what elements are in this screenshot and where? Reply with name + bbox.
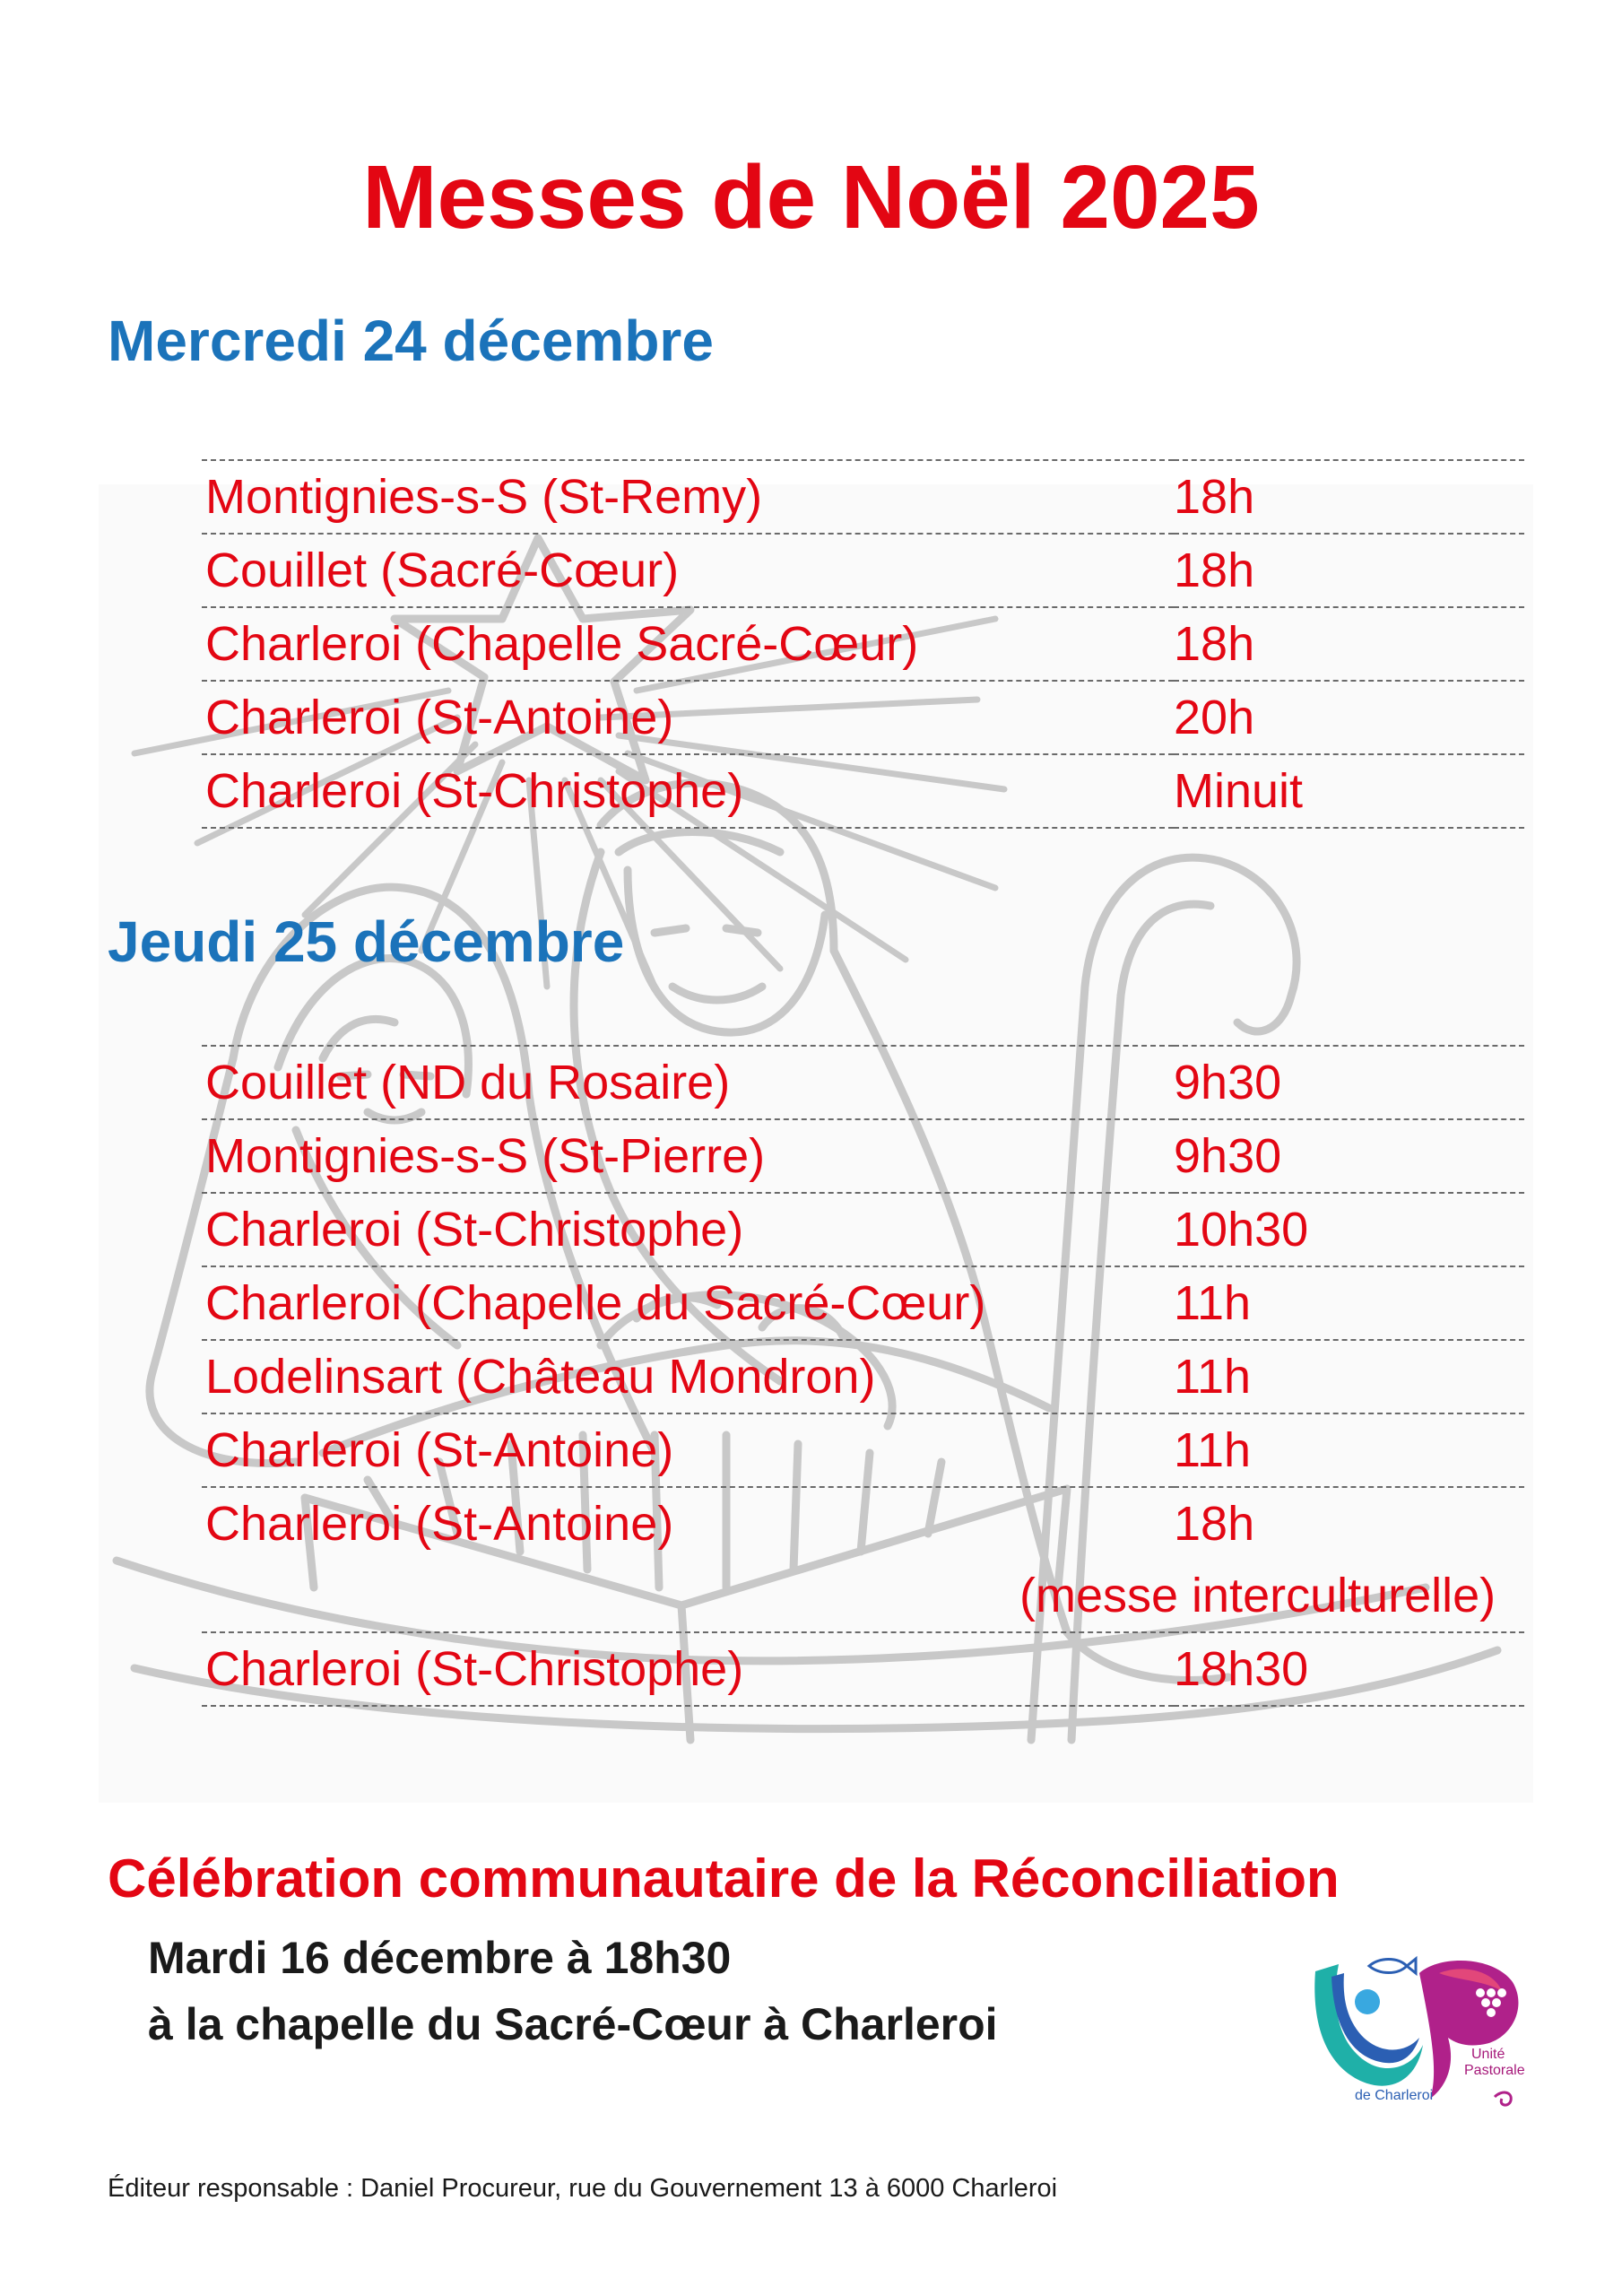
mass-place: Charleroi (Chapelle Sacré-Cœur)	[205, 617, 919, 671]
table-row	[202, 1340, 1524, 1413]
page-title: Messes de Noël 2025	[362, 147, 1260, 248]
mass-time: 9h30	[1174, 1056, 1282, 1109]
table-row	[202, 1193, 1524, 1266]
table-row	[202, 1413, 1524, 1487]
mass-place: Charleroi (Chapelle du Sacré-Cœur)	[205, 1276, 986, 1330]
mass-time-cell	[1019, 1487, 1524, 1632]
mass-time: 9h30	[1174, 1129, 1282, 1183]
mass-time: Minuit	[1174, 764, 1304, 818]
mass-time: 11h	[1174, 1423, 1252, 1477]
day-heading-25: Jeudi 25 décembre	[108, 909, 625, 974]
table-row	[202, 754, 1524, 828]
table-row	[202, 681, 1524, 754]
mass-place: Couillet (Sacré-Cœur)	[205, 544, 680, 597]
mass-place: Charleroi (St-Christophe)	[205, 764, 744, 818]
mass-place: Charleroi (St-Christophe)	[205, 1203, 744, 1257]
mass-time: 18h	[1174, 1497, 1255, 1551]
mass-schedule-25	[202, 1045, 1524, 1707]
day-heading-24: Mercredi 24 décembre	[108, 309, 714, 373]
mass-place: Couillet (ND du Rosaire)	[205, 1056, 731, 1109]
mass-schedule-24	[202, 459, 1524, 829]
pastoral-unit-logo	[1305, 1937, 1547, 2117]
mass-time: 20h	[1174, 691, 1255, 744]
table-row	[202, 1487, 1524, 1632]
mass-time: 10h30	[1174, 1203, 1309, 1257]
table-row	[202, 534, 1524, 607]
table-row	[202, 1632, 1524, 1706]
mass-place: Lodelinsart (Château Mondron)	[205, 1350, 876, 1404]
mass-time: 18h	[1174, 544, 1255, 597]
mass-place: Charleroi (St-Christophe)	[205, 1642, 744, 1696]
reconciliation-heading: Célébration communautaire de la Réconciliation	[108, 1848, 1340, 1909]
mass-place: Charleroi (St-Antoine)	[205, 691, 674, 744]
mass-time: 18h30	[1174, 1642, 1309, 1696]
table-row	[202, 1046, 1524, 1119]
mass-place: Charleroi (St-Antoine)	[205, 1423, 674, 1477]
publisher-footer: Éditeur responsable : Daniel Procureur, rue du Gouvernement 13 à 6000 Charleroi	[108, 2174, 1058, 2203]
logo-text-pastorale: Pastorale	[1464, 2063, 1525, 2078]
mass-time: 11h	[1174, 1350, 1252, 1404]
table-row	[202, 460, 1524, 534]
mass-time: 18h	[1174, 470, 1255, 524]
mass-note: (messe interculturelle)	[1019, 1569, 1496, 1622]
mass-place: Charleroi (St-Antoine)	[205, 1497, 674, 1551]
table-row	[202, 607, 1524, 681]
table-row	[202, 1119, 1524, 1193]
reconciliation-date: Mardi 16 décembre à 18h30	[148, 1933, 732, 1983]
mass-time: 11h	[1174, 1276, 1252, 1330]
mass-time: 18h	[1174, 617, 1255, 671]
reconciliation-place: à la chapelle du Sacré-Cœur à Charleroi	[148, 1999, 998, 2049]
table-row	[202, 1266, 1524, 1340]
logo-text-charleroi: de Charleroi	[1355, 2088, 1434, 2103]
mass-place: Montignies-s-S (St-Remy)	[205, 470, 763, 524]
logo-text-unite: Unité	[1471, 2047, 1505, 2062]
mass-place: Montignies-s-S (St-Pierre)	[205, 1129, 766, 1183]
